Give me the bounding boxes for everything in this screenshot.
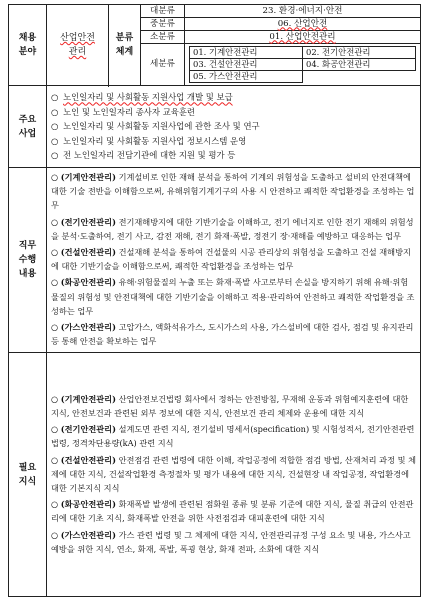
recruit-field-label: 채용 분야 [9, 5, 47, 86]
knowledge-item: ○ (건설안전관리) 안전점검 관련 법령에 대한 이해, 작업공정에 적합한 점검 방법, 산재처리 과정 및 체제에 대한 지식, 건설작업환경 측정절차 및 평가 내용에 대한 지식, 건설현장 내 작업공정, 작업환경에 대한 기본지식 지식 [51, 454, 417, 494]
duty-item: ○ (건설안전관리) 건설재해 분석을 통하여 건설물의 시공 관리상의 위험성을 도출하고 건설 재해방지에 대한 기반기술을 이해함으로써, 쾌적한 작업환경을 조성하는 업무 [51, 247, 411, 272]
minor-class-key: 소분류 [141, 31, 185, 44]
duty-item: ○ (화공안전관리) 유해·위험물질의 누출 또는 화재·폭발 사고로부터 손실을 방지하기 위해 유해·위험 물질의 위험성 및 안전대책에 대한 기반기술을 이해하고 적용·관리하여 안전하고 쾌적한 작업환경을 조성하는 업무 [51, 277, 415, 316]
fine-class-grid [185, 44, 421, 86]
classification-label: 분류 체계 [109, 5, 141, 86]
fine-item: 05. 가스안전관리 [190, 71, 303, 83]
duties-content [47, 168, 421, 353]
middle-class-key: 중분류 [141, 18, 185, 31]
fine-item: 03. 건설안전관리 [190, 59, 303, 71]
duties-label: 직무 수행 내용 [9, 168, 47, 353]
fine-class-key: 세분류 [141, 44, 185, 86]
fine-item: 04. 화공안전관리 [303, 59, 416, 71]
minor-class-value: 01. 산업안전관리 [185, 31, 421, 44]
main-tasks-list [47, 86, 421, 168]
duty-item: ○ (기계안전관리) 기계설비로 인한 재해 분석을 통하여 기계의 위험성을 도출하고 설비의 안전대책에 대한 기술 전반을 이해함으로써, 유해위험기계기구의 사용 시 안전하고 쾌적한 작업환경을 조성하는 업무 [51, 172, 415, 211]
duty-item: ○ (전기안전관리) 전기재해방지에 대한 기반기술을 이해하고, 전기 에너지로 인한 전기 재해의 위험성을 분석·도출하여, 전기 사고, 감전 재해, 전기 화재·폭발, 정전기 장·재해를 예방하고 대응하는 업무 [51, 216, 414, 241]
fine-item: 02. 전기안전관리 [303, 47, 416, 59]
main-tasks-label: 주요 사업 [9, 86, 47, 168]
classification-table [8, 4, 421, 86]
list-item: ○ 전 노인일자리 전담기관에 대한 지원 및 평가 등 [51, 150, 236, 161]
job-description-document [8, 4, 420, 597]
duty-item: ○ (가스안전관리) 고압가스, 액화석유가스, 도시가스의 사용, 가스설비에 대한 검사, 점검 및 유지관리 등 통해 안전을 확보하는 업무 [51, 322, 414, 347]
fine-item: 01. 기계안전관리 [190, 47, 303, 59]
list-item: ○ 노인 및 노인일자리 종사자 교육훈련 [51, 106, 196, 117]
list-item: ○ 노인일자리 및 사회활동 지원사업 정보시스템 운영 [51, 135, 247, 146]
list-item: ○ 노인일자리 및 사회활동 지원사업 개발 및 보급 [51, 92, 233, 103]
middle-class-value: 06. 산업안전 [185, 18, 421, 31]
knowledge-content [47, 353, 421, 597]
knowledge-item: ○ (기계안전관리) 산업안전보건법령 회사에서 정하는 안전방침, 무재해 운동과 위험예지훈련에 대한 지식, 안전보건과 관련된 외부 정보에 대한 지식, 안전보건 관리 체제와 운용에 대한 지식 [51, 393, 409, 419]
major-class-key: 대분류 [141, 5, 185, 18]
knowledge-item: ○ (화공안전관리) 화재폭발 발생에 관련된 점화원 종류 및 분류 기준에 대한 지식, 물질 취급의 안전관리에 대한 기초 지식, 화재폭발 안전을 위한 사전점검과 대피훈련에 대한 지식 [51, 499, 414, 524]
list-item: ○ 노인일자리 및 사회활동 지원사업에 관한 조사 및 연구 [51, 121, 260, 132]
knowledge-item: ○ (전기안전관리) 설계도면 관련 지식, 전기설비 명세서(specification) 및 시험성적서, 전기안전관련 법령, 정격차단용량(kA) 관련 지식 [51, 424, 415, 449]
knowledge-label: 필요 지식 [9, 353, 47, 597]
detail-table [8, 85, 421, 597]
major-class-value: 23. 환경·에너지·안전 [185, 5, 421, 18]
knowledge-item: ○ (가스안전관리) 가스 관련 법령 및 그 체제에 대한 지식, 안전관리규정 구성 요소 및 내용, 가스사고 예방을 위한 지식, 연소, 화재, 폭발, 폭굉 현상, 화재 전파, 소화에 대한 지식 [51, 529, 411, 554]
field-name: 산업안전 관리 [47, 5, 109, 86]
